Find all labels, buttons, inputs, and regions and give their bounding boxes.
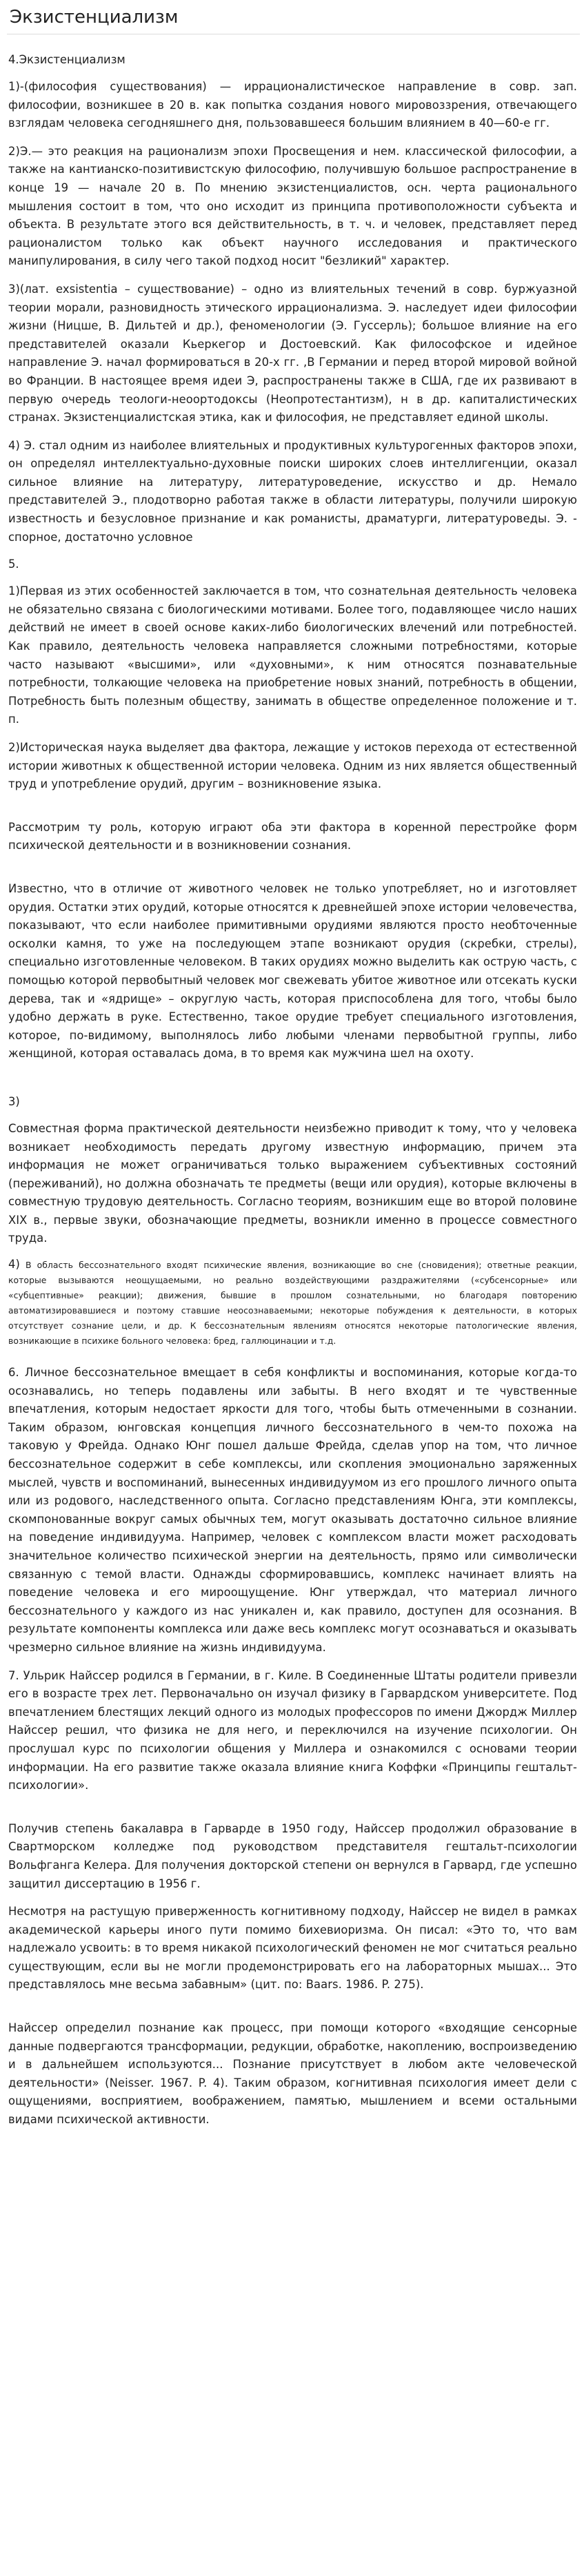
section-5-paragraph-1: 1)Первая из этих особенностей заключается в том, что сознательная деятельность человека не обязательно связана с биологическими мотивами. Более того, подавляющее число наших действий не имеет в своей основе каких-либо биологических влечений или потребностей. Как правило, деятельность человека направляется сложными потребностями, которые часто называют «высшими», или «духовными», к ним относятся познавательные потребности, толкающие человека на приобретение новых знаний, потребность в общении, Потребность быть полезным обществу, занимать в обществе определенное положение и т. п. — [8, 584, 577, 726]
section-5-paragraph-4: Известно, что в отличие от животного человек не только употребляет, но и изготовляет орудия. Остатки этих орудий, которые относятся к древнейшей эпохе истории человечества, показывают, что если наиболее примитивными орудиями являются просто необточенные осколки камня, то уже на последующем этапе возникают орудия (скребки, стрелы), специально изготовленные человеком. В таких орудиях можно выделить как острую часть, с помощью которой первобытный человек мог свежевать убитое животное или отсекать куски дерева, так и «ядрище» – округлую часть, которая приспособлена для того, чтобы было удобно держать в руке. Естественно, такое орудие требует специального изготовления, которое, по-видимому, выполнялось либо любыми членами первобытной группы, либо женщиной, которая оставалась дома, в то время как мужчина шел на охоту. — [8, 881, 577, 1061]
section-6-paragraph-1: 6. Личное бессознательное вмещает в себя конфликты и воспоминания, которые когда-то осознавались, но теперь подавлены или забыты. В него входят и те чувственные впечатления, которым недостает яркости для того, чтобы быть отмеченными в сознании. Таким образом, юнговская концепция личного бессознательного в чем-то похожа на таковую у Фрейда. Однако Юнг пошел дальше Фрейда, сделав упор на том, что личное бессознательное содержит в себе комплексы, или скопления эмоционально заряженных мыслей, чувств и воспоминаний, вынесенных индивидуумом из его прошлого личного опыта или из родового, наследственного опыта. Согласно представлениям Юнга, эти комплексы, скомпонованные вокруг самых обычных тем, могут оказывать достаточно сильное влияние на поведение индивидуума. Например, человек с комплексом власти может расходовать значительное количество психической энергии на деятельность, прямо или символически связанную с темой власти. Однажды сформировавшись, комплекс начинает влиять на поведение человека и его мироощущение. Юнг утверждал, что материал личного бессознательного у каждого из нас уникален и, как правило, доступен для осознания. В результате компоненты комплекса или даже весь комплекс могут осознаваться и оказывать чрезмерно сильное влияние на жизнь индивидуума. — [8, 1366, 577, 1654]
section-7-paragraph-2: Получив степень бакалавра в Гарварде в 1950 году, Найссер продолжил образование в Свартморском колледже под руководством представителя гештальт-психологии Вольфганга Келера. Для получения докторской степени он вернулся в Гарвард, где успешно защитил диссертацию в 1956 г. — [8, 1821, 577, 1890]
section-5-paragraph-6: В область бессознательного входят психические явления, возникающие во сне (сновидения); ответные реакции, которые вызываются неощущаемыми, но реально воздействующими раздражителями («субсенсорные» или «субцептивные» реакции); движения, бывшие в прошлом сознательными, но благодаря повторению автоматизировавшиеся и поэтому ставшие неосознаваемыми; некоторые побуждения к деятельности, в которых отсутствует сознание цели, и др. К бессознательным явлениям относятся некоторые патологические явления, возникающие в психике больного человека: бред, галлюцинации и т.д. — [8, 1260, 577, 1347]
section-5-paragraph-5: Совместная форма практической деятельности неизбежно приводит к тому, что у человека возникает необходимость передать другому известную информацию, причем эта информация не может ограничиваться только выражением субъективных состояний (переживаний), но должна обозначать те предметы (вещи или орудия), которые включены в совместную трудовую деятельность. Согласно теориям, возникшим еще во второй половине XIX в., первые звуки, обозначающие предметы, возникли именно в процессе совместного труда. — [8, 1121, 577, 1245]
document-body — [7, 34, 580, 2129]
section-4-paragraph-4: 4) Э. стал одним из наиболее влиятельных и продуктивных культурогенных факторов эпохи, он определял интеллектуально-духовные поиски широких слоев интеллигенции, оказал сильное влияние на литературу, литературоведение, искусство и др. Немало представителей Э., плодотворно работая также в области литературы, получили широкую известность и безусловное признание и как романисты, драматурги, литературоведы. Э. - спорное, достаточно условное — [8, 438, 577, 544]
section-4-heading: 4.Экзистенциализм — [8, 53, 125, 66]
section-5-item-4-number: 4) — [8, 1258, 20, 1271]
section-5-heading: 5. — [8, 558, 19, 571]
spacer — [8, 1073, 577, 1094]
section-7-paragraph-3: Несмотря на растущую приверженность когнитивному подходу, Найссер не видел в рамках академической карьеры иного пути помимо бихевиоризма. Он писал: «Это то, что вам надлежало усвоить: в то время никакой психологический феномен не мог считаться реально существующим, если вы не могли продемонстрировать его на лабораторных мышах... Это представлялось мне весьма забавным» (цит. по: Baars. 1986. P. 275). — [8, 1905, 577, 1992]
section-4-paragraph-2: 2)Э.— это реакция на рационализм эпохи Просвещения и нем. классической философии, а также на кантианско-позитивистскую философию, получившую большое распространение в конце 19 — начале 20 в. По мнению экзистенциалистов, осн. черта рационального мышления состоит в том, что оно исходит из принципа противоположности субъекта и объекта. В результате этого вся действительность, в т. ч. и человек, представляет перед рационалистом только как объект научного исследования и практического манипулирования, в силу чего такой подход носит "безликий" характер. — [8, 144, 577, 268]
section-7-paragraph-4: Найссер определил познание как процесс, при помощи которого «входящие сенсорные данные подвергаются трансформации, редукции, обработке, накоплению, воспроизведению и в дальнейшем используются... Познание присутствует в любом акте человеческой деятельности» (Neisser. 1967. P. 4). Таким образом, когнитивная психология имеет дели с ощущениями, восприятием, воображением, памятью, мышлением и всеми остальными видами психической активности. — [8, 2021, 577, 2127]
page-title: Экзистенциализм — [7, 0, 580, 34]
section-5-paragraph-3: Рассмотрим ту роль, которую играют оба эти фактора в коренной перестройке форм психической деятельности и в возникновении сознания. — [8, 820, 577, 852]
section-5-item-3-number: 3) — [8, 1094, 20, 1108]
section-5-paragraph-2: 2)Историческая наука выделяет два фактора, лежащие у истоков перехода от естественной истории животных к общественной истории человека. Одним из них является общественный труд и употребление орудий, другим – возникновение языка. — [8, 741, 577, 791]
section-4-paragraph-1: 1)-(философия существования) — иррационалистическое направление в совр. зап. философии, возникшее в 20 в. как попытка создания нового мировоззрения, отвечающего взглядам человека сегодняшнего дня, пользовавшееся большим влиянием в 40—60-е гг. — [8, 80, 577, 130]
section-7-paragraph-1: 7. Ульрик Найссер родился в Германии, в г. Киле. В Соединенные Штаты родители привезли его в возрасте трех лет. Первоначально он изучал физику в Гарвардском университете. Под впечатлением блестящих лекций одного из молодых профессоров по имени Джордж Миллер Найссер решил, что физика не для него, и переключился на изучение психологии. Он прослушал курс по психологии общения у Миллера и ознакомился с основами теории информации. На его развитие также оказала влияние книга Коффки «Принципы гештальт-психологии». — [8, 1668, 577, 1792]
section-5-item-4 — [8, 1258, 577, 1349]
section-4-paragraph-3: 3)(лат. exsistentia – существование) – одно из влиятельных течений в совр. буржуазной теории морали, разновидность этического иррационализма. Э. наследует идеи философии жизни (Ницше, В. Дильтей и др.), феноменологии (Э. Гуссерль); большое влияние на его представителей оказали Кьеркегор и Достоевский. Как философское и идейное направление Э. начал формироваться в 20-х гг. ,В Германии и перед второй мировой войной во Франции. В настоящее время идеи Э, распространены также в США, где их развивают в первую очередь теологи-неоортодоксы (Неопротестантизм), н в др. капиталистических странах. Экзистенциалистская этика, как и философия, не представляет единой школы. — [8, 282, 577, 425]
